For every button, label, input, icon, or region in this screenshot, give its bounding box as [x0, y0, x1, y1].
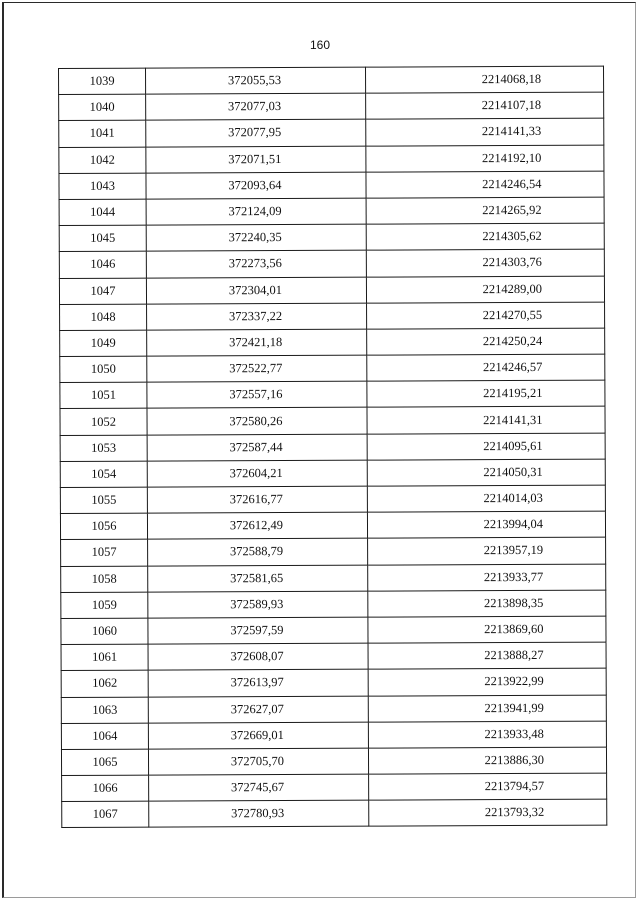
y-coordinate-cell: 2214107,18: [366, 92, 604, 119]
table-row: [60, 328, 605, 357]
x-coordinate-cell: 372669,01: [148, 722, 368, 749]
point-number-cell: 1060: [61, 618, 148, 645]
table-row: [61, 537, 606, 566]
point-number-cell: 1059: [61, 592, 148, 619]
x-coordinate-cell: 372522,77: [147, 355, 367, 382]
table-row: [59, 197, 604, 226]
table-row: [61, 695, 606, 724]
y-coordinate-cell: 2214265,92: [366, 197, 604, 224]
point-number-cell: 1064: [61, 723, 148, 750]
x-coordinate-cell: 372581,65: [148, 565, 368, 592]
x-coordinate-cell: 372077,95: [146, 120, 366, 147]
x-coordinate-cell: 372304,01: [146, 277, 366, 304]
point-number-cell: 1045: [59, 225, 146, 252]
x-coordinate-cell: 372780,93: [149, 800, 369, 827]
y-coordinate-cell: 2214250,24: [367, 328, 605, 355]
y-coordinate-cell: 2214289,00: [366, 276, 604, 303]
point-number-cell: 1052: [60, 409, 147, 436]
x-coordinate-cell: 372421,18: [147, 329, 367, 356]
y-coordinate-cell: 2214246,57: [367, 354, 605, 381]
table-row: [59, 66, 604, 95]
table-row: [61, 590, 606, 619]
y-coordinate-cell: 2213794,57: [369, 773, 607, 800]
y-coordinate-cell: 2214068,18: [365, 66, 603, 93]
table-row: [59, 145, 604, 174]
table-row: [61, 668, 606, 697]
y-coordinate-cell: 2213933,48: [368, 721, 606, 748]
x-coordinate-cell: 372240,35: [146, 224, 366, 251]
y-coordinate-cell: 2214305,62: [366, 223, 604, 250]
point-number-cell: 1047: [59, 278, 146, 305]
point-number-cell: 1049: [60, 330, 147, 357]
point-number-cell: 1062: [61, 670, 148, 697]
y-coordinate-cell: 2214095,61: [367, 433, 605, 460]
point-number-cell: 1065: [61, 749, 148, 776]
point-number-cell: 1067: [62, 801, 149, 828]
table-row: [60, 354, 605, 383]
x-coordinate-cell: 372093,64: [146, 172, 366, 199]
x-coordinate-cell: 372627,07: [148, 696, 368, 723]
point-number-cell: 1044: [59, 199, 146, 226]
point-number-cell: 1039: [59, 68, 146, 95]
x-coordinate-cell: 372705,70: [148, 748, 368, 775]
x-coordinate-cell: 372273,56: [146, 250, 366, 277]
x-coordinate-cell: 372077,03: [146, 93, 366, 120]
y-coordinate-cell: 2213941,99: [368, 695, 606, 722]
table-row: [62, 799, 607, 828]
point-number-cell: 1048: [60, 304, 147, 331]
y-coordinate-cell: 2214141,33: [366, 118, 604, 145]
table-row: [60, 302, 605, 331]
table-row: [59, 223, 604, 252]
point-number-cell: 1046: [59, 251, 146, 278]
y-coordinate-cell: 2213793,32: [369, 799, 607, 826]
table-row: [60, 511, 605, 540]
point-number-cell: 1054: [60, 461, 147, 488]
y-coordinate-cell: 2213869,60: [368, 616, 606, 643]
table-row: [62, 773, 607, 802]
table-row: [59, 249, 604, 278]
x-coordinate-cell: 372745,67: [149, 774, 369, 801]
table-row: [61, 616, 606, 645]
point-number-cell: 1043: [59, 173, 146, 200]
x-coordinate-cell: 372124,09: [146, 198, 366, 225]
point-number-cell: 1051: [60, 382, 147, 409]
point-number-cell: 1050: [60, 356, 147, 383]
coordinates-table: [58, 66, 607, 829]
y-coordinate-cell: 2213888,27: [368, 642, 606, 669]
y-coordinate-cell: 2214192,10: [366, 145, 604, 172]
point-number-cell: 1053: [60, 435, 147, 462]
point-number-cell: 1040: [59, 94, 146, 121]
table-row: [59, 171, 604, 200]
y-coordinate-cell: 2213886,30: [368, 747, 606, 774]
y-coordinate-cell: 2214195,21: [367, 380, 605, 407]
y-coordinate-cell: 2214141,31: [367, 407, 605, 434]
y-coordinate-cell: 2214270,55: [367, 302, 605, 329]
point-number-cell: 1057: [61, 539, 148, 566]
point-number-cell: 1042: [59, 147, 146, 174]
table-row: [61, 721, 606, 750]
table-row: [59, 92, 604, 121]
point-number-cell: 1055: [60, 487, 147, 514]
x-coordinate-cell: 372587,44: [147, 434, 367, 461]
y-coordinate-cell: 2213922,99: [368, 668, 606, 695]
x-coordinate-cell: 372580,26: [147, 408, 367, 435]
table-row: [60, 433, 605, 462]
point-number-cell: 1056: [60, 513, 147, 540]
y-coordinate-cell: 2214014,03: [367, 485, 605, 512]
y-coordinate-cell: 2213957,19: [368, 537, 606, 564]
x-coordinate-cell: 372337,22: [147, 303, 367, 330]
coordinates-table-body: [59, 66, 607, 828]
x-coordinate-cell: 372588,79: [148, 539, 368, 566]
x-coordinate-cell: 372613,97: [148, 669, 368, 696]
table-row: [59, 276, 604, 305]
table-row: [61, 642, 606, 671]
x-coordinate-cell: 372616,77: [147, 486, 367, 513]
table-row: [60, 485, 605, 514]
point-number-cell: 1063: [61, 697, 148, 724]
page-number: 160: [309, 38, 331, 52]
x-coordinate-cell: 372608,07: [148, 643, 368, 670]
y-coordinate-cell: 2213933,77: [368, 564, 606, 591]
x-coordinate-cell: 372604,21: [147, 460, 367, 487]
y-coordinate-cell: 2213994,04: [367, 511, 605, 538]
y-coordinate-cell: 2214246,54: [366, 171, 604, 198]
table-row: [60, 459, 605, 488]
point-number-cell: 1041: [59, 120, 146, 147]
table-row: [60, 380, 605, 409]
x-coordinate-cell: 372612,49: [147, 512, 367, 539]
point-number-cell: 1058: [61, 566, 148, 593]
point-number-cell: 1061: [61, 644, 148, 671]
y-coordinate-cell: 2214303,76: [366, 249, 604, 276]
y-coordinate-cell: 2214050,31: [367, 459, 605, 486]
table-row: [60, 407, 605, 436]
y-coordinate-cell: 2213898,35: [368, 590, 606, 617]
point-number-cell: 1066: [62, 775, 149, 802]
x-coordinate-cell: 372589,93: [148, 591, 368, 618]
table-row: [61, 747, 606, 776]
table-row: [59, 118, 604, 147]
x-coordinate-cell: 372557,16: [147, 381, 367, 408]
table-row: [61, 564, 606, 593]
x-coordinate-cell: 372055,53: [146, 67, 366, 94]
x-coordinate-cell: 372071,51: [146, 146, 366, 173]
x-coordinate-cell: 372597,59: [148, 617, 368, 644]
